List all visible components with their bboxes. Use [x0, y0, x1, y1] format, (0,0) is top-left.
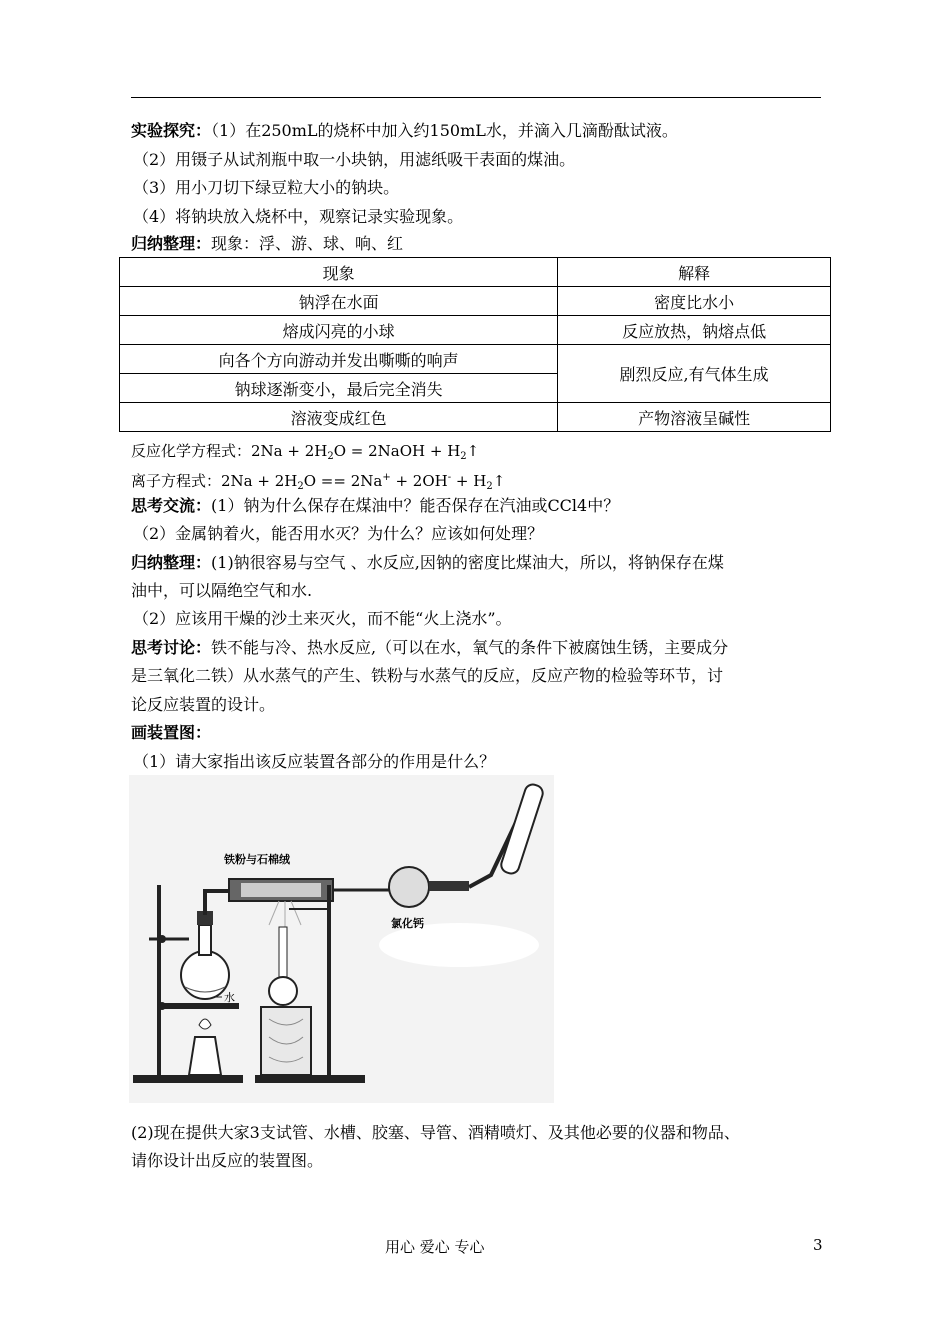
table-header-phenomenon: 现象: [120, 258, 558, 287]
calcium-chloride-label: 氯化钙: [391, 917, 424, 930]
water-label: 水: [224, 991, 235, 1004]
summary-answer-1-cont: 油中，可以隔绝空气和水.: [131, 581, 313, 600]
table-row: 溶液变成红色 产物溶液呈碱性: [120, 403, 831, 432]
think-question-2: （2）金属钠着火，能否用水灭？为什么？应该如何处理？: [133, 524, 544, 543]
discussion-line-2: 是三氧化二铁）从水蒸气的产生、铁粉与水蒸气的反应，反应产物的检验等环节，讨: [131, 666, 724, 685]
experiment-step-1: 实验探究：（1）在250mL的烧杯中加入约150mL水，并滴入几滴酚酞试液。: [131, 121, 678, 140]
discussion-line-1: 思考讨论：铁不能与冷、热水反应,（可以在水，氧气的条件下被腐蚀生锈，主要成分: [131, 638, 729, 657]
footer-motto: 用心 爱心 专心: [385, 1238, 485, 1256]
summary-answer-1: 归纳整理：(1)钠很容易与空气 、水反应,因钠的密度比煤油大，所以，将钠保存在煤: [131, 553, 724, 572]
table-header-explanation: 解释: [558, 258, 831, 287]
discussion-line-3: 论反应装置的设计。: [131, 695, 276, 714]
table-row: 向各个方向游动并发出嘶嘶的响声 剧烈反应,有气体生成: [120, 345, 831, 374]
experiment-label: 实验探究：: [131, 121, 212, 140]
experiment-step-4: （4）将钠块放入烧杯中，观察记录实验现象。: [133, 207, 464, 226]
phenomena-table: [119, 257, 831, 432]
table-row: 熔成闪亮的小球 反应放热，钠熔点低: [120, 316, 831, 345]
page-number: 3: [813, 1236, 823, 1254]
experiment-step-3: （3）用小刀切下绿豆粒大小的钠块。: [133, 178, 400, 197]
think-question-1: 思考交流：(1）钠为什么保存在煤油中？能否保存在汽油或CCl4中？: [131, 496, 620, 515]
draw-question-1: （1）请大家指出该反应装置各部分的作用是什么？: [133, 752, 496, 771]
experiment-step-2: （2）用镊子从试剂瓶中取一小块钠，用滤纸吸干表面的煤油。: [133, 150, 576, 169]
table-row: [120, 258, 831, 287]
apparatus-diagram: [129, 775, 554, 1103]
ionic-equation: 离子方程式：$2Na + 2H_2O == 2Na^+ + 2OH^-$ + $H_2↑$: [131, 472, 506, 492]
chemical-equation: 反应化学方程式：$2Na + 2H_2O$ = 2NaOH + $H_2↑$: [131, 442, 480, 462]
iron-powder-label: 铁粉与石棉绒: [224, 853, 290, 866]
header-rule: [131, 97, 821, 98]
table-row: 钠球逐渐变小，最后完全消失: [120, 374, 831, 403]
draw-label: 画装置图：: [131, 723, 212, 742]
question-2-line-2: 请你设计出反应的装置图。: [131, 1151, 324, 1170]
table-row: 钠浮在水面 密度比水小: [120, 287, 831, 316]
summary-answer-2: （2）应该用干燥的沙土来灭火，而不能“火上浇水”。: [133, 609, 512, 628]
question-2-line-1: (2)现在提供大家3支试管、水槽、胶塞、导管、酒精喷灯、及其他必要的仪器和物品、: [131, 1123, 740, 1142]
summary-phenomena: 归纳整理：现象：浮、游、球、响、红: [131, 234, 404, 253]
